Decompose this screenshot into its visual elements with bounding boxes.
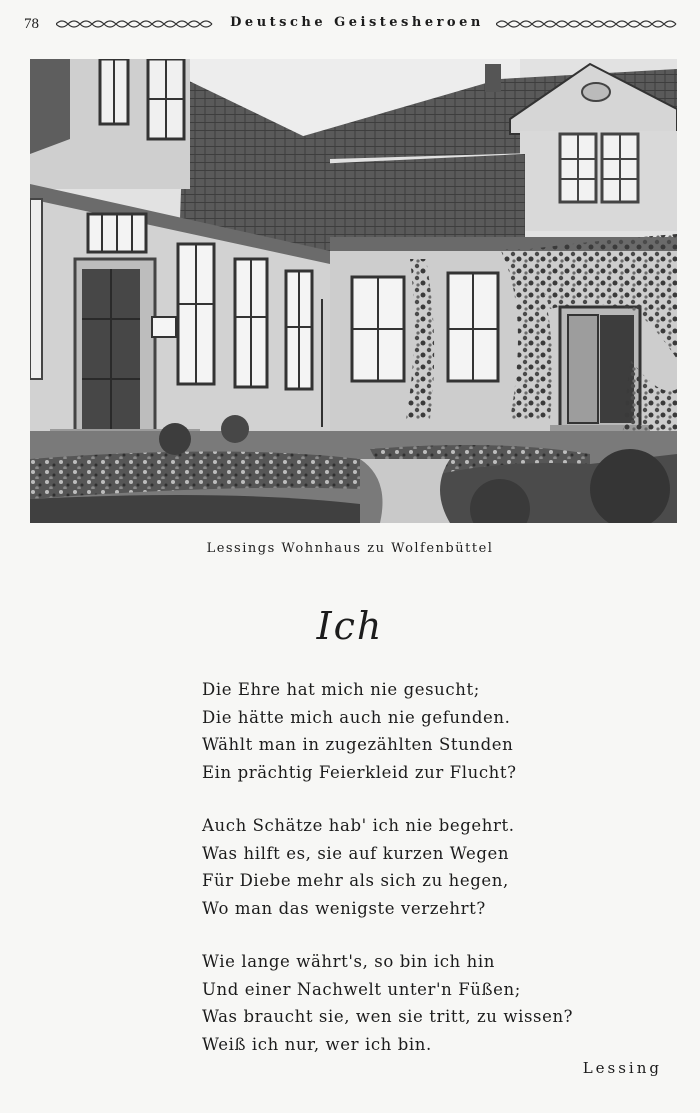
poem-title: Ich — [316, 604, 384, 648]
poem-body — [202, 676, 622, 1084]
poem-line: Wie lange währt's, so bin ich hin — [202, 952, 495, 971]
poem-line: Die hätte mich auch nie gefunden. — [202, 707, 511, 727]
poem-line: Wo man das wenigste verzehrt? — [202, 898, 486, 918]
poem-line: Wählt man in zugezählten Stunden — [202, 735, 514, 754]
stanza — [202, 812, 622, 922]
figure-caption: Lessings Wohnhaus zu Wolfenbüttel — [206, 541, 494, 556]
poem-line: Auch Schätze hab' ich nie begehrt. — [202, 816, 515, 835]
stanza — [202, 948, 622, 1058]
poem-line: Weiß ich nur, wer ich bin. — [202, 1034, 432, 1054]
ornament-right — [496, 18, 680, 30]
house-photograph — [30, 59, 677, 523]
poem-line: Was braucht sie, wen sie tritt, zu wissen? — [202, 1007, 574, 1026]
page-number: 78 — [24, 16, 39, 32]
poem-line: Und einer Nachwelt unter'n Füßen; — [202, 979, 521, 999]
poem-line: Was hilft es, sie auf kurzen Wegen — [202, 843, 510, 863]
poem-line: Die Ehre hat mich nie gesucht; — [202, 680, 480, 699]
running-head: Deutsche Geistesheroen — [230, 15, 484, 30]
poem-line: Für Diebe mehr als sich zu hegen, — [202, 871, 509, 890]
poem-line: Ein prächtig Feierkleid zur Flucht? — [202, 762, 517, 782]
poem-author: Lessing — [582, 1059, 662, 1077]
ornament-left — [56, 18, 214, 30]
stanza — [202, 676, 622, 786]
